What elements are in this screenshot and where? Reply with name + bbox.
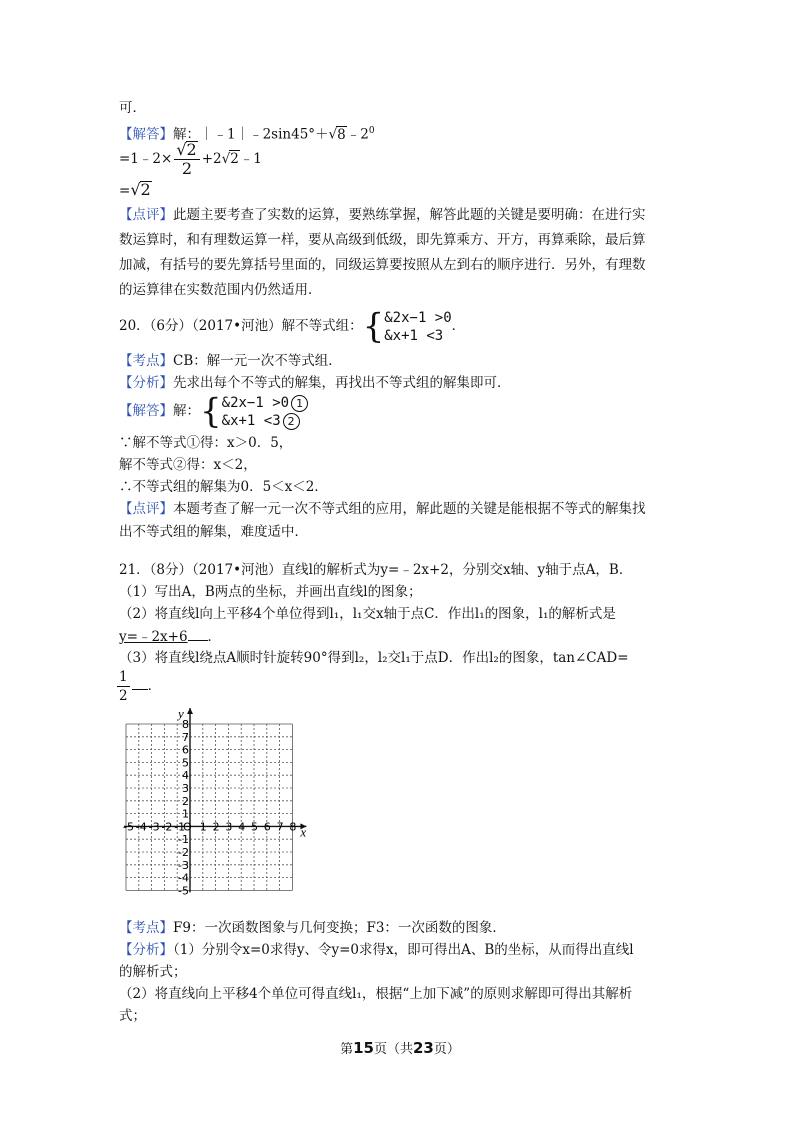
inequality-text: &x+1 <3 <box>221 412 281 429</box>
period: ． <box>147 678 162 694</box>
period: ． <box>207 629 222 645</box>
comment-line: 加减，有括号的要先算括号里面的，同级运算要按照从左到右的顺序进行．另外，有理数 <box>119 257 646 273</box>
fraction <box>174 141 199 178</box>
answer-blank-underline <box>188 626 208 641</box>
jieda-line <box>119 390 308 432</box>
x-tick-label: -1 <box>174 820 186 834</box>
solution-line: ∴不等式组的解集为0．5＜x＜2． <box>119 479 328 495</box>
kaodian-tag: 【考点】 <box>119 920 173 936</box>
footer-text: 第 <box>340 1042 354 1057</box>
sqrt-symbol: √ <box>130 180 141 199</box>
question-text: 20．（6分）（2017•河池）解不等式组： <box>119 318 363 334</box>
q21-part3: （3）将直线l绕点A顺时针旋转90°得到l₂，l₂交l₁于点D．作出l₂的图象，tan∠CAD= <box>119 650 629 666</box>
solution-line: 解不等式②得：x＜2， <box>119 457 257 473</box>
x-axis-label: x <box>300 824 307 840</box>
x-tick-label: 3 <box>225 820 233 834</box>
x-tick-label: -5 <box>123 820 134 834</box>
y-tick-label: 1 <box>182 807 189 821</box>
x-tick-label: -3 <box>148 820 160 834</box>
y-tick-label: -4 <box>178 871 189 885</box>
fraction <box>117 668 130 705</box>
period: ． <box>451 318 466 334</box>
jieda-tag: 【解答】 <box>119 403 173 419</box>
exponent: 0 <box>368 126 375 136</box>
solution-line: ∵解不等式①得：x＞0．5， <box>119 435 293 451</box>
total-pages: 23 <box>413 1039 434 1057</box>
circled-number: 1 <box>291 395 308 412</box>
fenxi-tag: 【分析】 <box>119 942 173 958</box>
x-tick-label: -4 <box>135 820 147 834</box>
kaodian-line <box>119 351 342 371</box>
inequality-1: &2x−1 >0 <box>384 309 452 326</box>
sqrt-content: 2 <box>140 180 151 199</box>
page-number: 15 <box>353 1039 374 1057</box>
text-line: 可． <box>119 100 146 116</box>
q21-head: 21．（8分）（2017•河池）直线l的解析式为y=﹣2x+2，分别交x轴、y轴于点A，B． <box>119 562 633 578</box>
dianping-tag: 【点评】 <box>119 501 173 517</box>
x-tick-label: 1 <box>199 820 207 834</box>
inequality-system <box>384 309 451 345</box>
denominator: 2 <box>119 688 128 704</box>
q21-part2: （2）将直线l向上平移4个单位得到l₁，l₁交x轴于点C．作出l₁的图象，l₁的解析式是 <box>119 606 616 622</box>
sqrt-symbol: √ <box>328 126 338 143</box>
inequality-system <box>222 394 308 430</box>
sqrt-content: 2 <box>186 140 197 159</box>
solution-end: ﹣2 <box>346 126 369 143</box>
y-tick-label: -1 <box>178 833 189 847</box>
answer-blank: y=﹣2x+6 <box>119 629 188 645</box>
x-tick-label: 8 <box>289 820 297 834</box>
jieda-text: 解： <box>173 403 200 419</box>
fenxi-text: （1）分别令x=0求得y、令y=0求得x，即可得出A、B的坐标，从而得出直线l <box>173 942 634 958</box>
y-tick-label: 3 <box>182 782 189 795</box>
y-axis-label: y <box>178 706 184 721</box>
inequality-2: &x+1 <3 <box>384 327 444 344</box>
sqrt-content: 2 <box>230 151 239 167</box>
step-line-2 <box>119 180 152 201</box>
q20-head <box>119 306 465 347</box>
fenxi-line: 式； <box>119 1008 146 1024</box>
y-tick-label: 6 <box>182 743 189 757</box>
brace-symbol: { <box>200 391 222 432</box>
q21-part3-answer <box>119 668 161 705</box>
y-tick-label: 4 <box>182 769 189 783</box>
x-tick-label: 4 <box>238 820 246 834</box>
comment-line: 数运算时，和有理数运算一样，要从高级到低级，即先算乘方、开方，再算乘除，最后算 <box>119 232 646 248</box>
y-tick-label: 5 <box>182 756 189 770</box>
step-text: =1﹣2× <box>119 151 173 167</box>
sqrt-content: 8 <box>337 126 346 143</box>
y-tick-label: 7 <box>182 730 189 744</box>
x-tick-label: -2 <box>161 820 173 834</box>
comment-line <box>119 205 646 225</box>
comment-text: 此题主要考查了实数的运算，要熟练掌握，解答此题的关键是要明确：在进行实 <box>173 207 646 223</box>
y-tick-label: -3 <box>178 858 189 872</box>
inequality-text: &2x−1 >0 <box>221 394 290 411</box>
inequality-1 <box>222 394 308 412</box>
y-tick-label: 8 <box>182 718 189 731</box>
x-tick-label: O <box>183 820 192 834</box>
comment-line: 的运算律在实数范围内仍然适用． <box>119 282 322 298</box>
kaodian-line <box>119 918 506 938</box>
grid-lines <box>126 724 292 890</box>
y-tick-label: 2 <box>182 794 189 808</box>
kaodian-text: F9：一次函数图象与几何变换；F3：一次函数的图象． <box>173 920 506 936</box>
x-tick-label: 2 <box>212 820 220 834</box>
denominator: 2 <box>181 159 193 178</box>
answer-blank-underline <box>132 669 148 690</box>
jieda-tag: 【解答】 <box>119 126 173 143</box>
numerator: 1 <box>119 669 128 685</box>
step-line-1 <box>119 140 262 178</box>
kaodian-text: CB：解一元一次不等式组． <box>173 353 342 369</box>
dianping-tag: 【点评】 <box>119 207 173 223</box>
fenxi-tag: 【分析】 <box>119 375 173 391</box>
tick-labels <box>123 718 296 897</box>
y-tick-label: -2 <box>178 846 189 859</box>
inequality-2 <box>222 412 308 430</box>
q21-part1: （1）写出A，B两点的坐标，并画出直线l的图象； <box>119 584 422 600</box>
x-tick-label: 6 <box>263 820 271 834</box>
footer-text: 页（共 <box>373 1042 413 1057</box>
fenxi-line <box>119 940 634 960</box>
fenxi-line: 的解析式； <box>119 964 187 980</box>
sqrt-symbol: √ <box>221 151 231 167</box>
y-axis-arrow <box>187 708 193 714</box>
circled-number: 2 <box>283 413 300 430</box>
comment-line <box>119 499 646 519</box>
step-text: = <box>119 183 131 199</box>
y-tick-label: -5 <box>178 884 189 897</box>
x-tick-label: 5 <box>251 820 258 834</box>
solution-text: 解：｜﹣1｜﹣2sin45°＋ <box>173 126 329 143</box>
kaodian-tag: 【考点】 <box>119 353 173 369</box>
fenxi-text: 先求出每个不等式的解集，再找出不等式组的解集即可． <box>173 375 511 391</box>
footer-text: 页） <box>433 1042 460 1057</box>
fenxi-line: （2）将直线向上平移4个单位可得直线l₁，根据“上加下减”的原则求解即可得出其解析 <box>119 986 633 1002</box>
step-text: +2 <box>201 151 222 167</box>
coordinate-grid <box>110 702 320 897</box>
sqrt-symbol: √ <box>176 140 187 159</box>
brace-symbol: { <box>362 306 385 347</box>
page-footer <box>0 1038 800 1057</box>
q21-part2-answer-line <box>119 626 221 647</box>
comment-text: 本题考查了解一元一次不等式组的应用，解此题的关键是能根据不等式的解集找 <box>173 501 646 517</box>
step-text: ﹣1 <box>239 151 262 167</box>
comment-line: 出不等式组的解集，难度适中． <box>119 524 308 540</box>
x-tick-label: 7 <box>276 820 284 834</box>
